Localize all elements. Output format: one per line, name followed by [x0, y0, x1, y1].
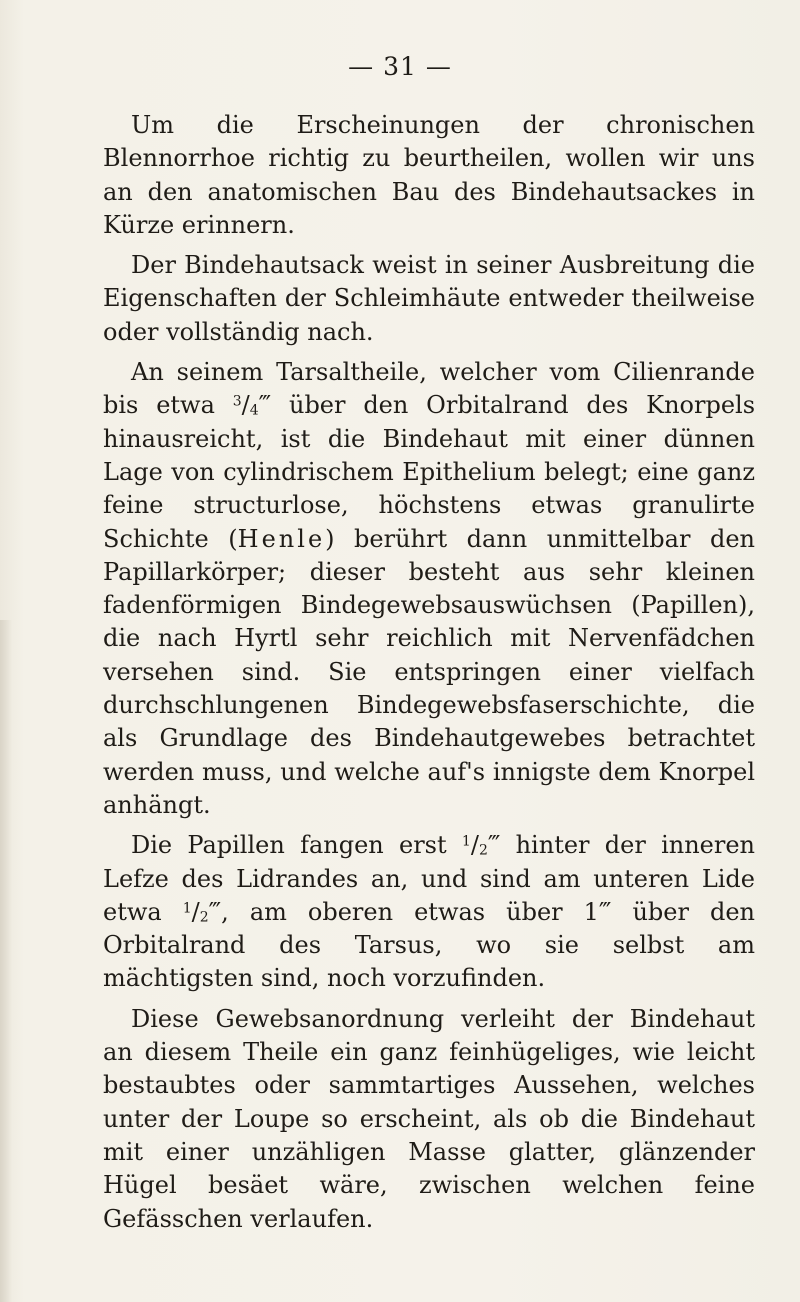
- paragraph-4-text-a: Die Papillen fangen erst: [131, 831, 462, 860]
- paragraph-2: [103, 249, 755, 349]
- paragraph-3: [103, 356, 755, 822]
- paragraph-5: [103, 1003, 755, 1236]
- paragraph-1: [103, 109, 755, 242]
- author-name-henle: Henle: [237, 524, 326, 553]
- fraction-denominator: 2: [199, 909, 209, 926]
- fraction-numerator: 3: [232, 393, 242, 410]
- fraction-slash: /: [241, 391, 250, 420]
- paragraph-3-text-a: An seinem Tarsaltheile, welcher vom Cilienrande bis etwa: [103, 358, 755, 420]
- fraction-slash: /: [191, 897, 200, 926]
- fraction-denominator: 2: [478, 842, 488, 859]
- page-number: — 31 —: [348, 52, 452, 81]
- paragraph-3-text-c: ) berührt dann unmittelbar den Papillarkörper; dieser besteht aus sehr kleinen fadenförmigen Bindegewebsauswüchsen (Papillen), die nach Hyrtl sehr reichlich mit Nervenfädchen versehen sind. Sie entspringen einer vielfach durchschlungenen Bindegewebsfaserschichte, die als Grundlage des Bindehautgewebes betrachtet werden muss, und welche auf's innigste dem Knorpel anhängt.: [103, 524, 755, 819]
- fraction-slash: /: [470, 831, 479, 860]
- paragraph-4: [103, 829, 755, 995]
- paragraph-4-text-b: ‴ hinter der inneren Lefze des Lidrandes an, und sind am unteren Lide etwa: [103, 831, 756, 926]
- page-binding-shadow: [0, 620, 12, 1302]
- paragraph-5-text: Diese Gewebsanordnung verleiht der Bindehaut an diesem Theile ein ganz feinhügeliges, wie leicht bestaubtes oder sammtartiges Aussehen, welches unter der Loupe so erscheint, als ob die Bindehaut mit einer unzähligen Masse glatter, glänzender Hügel besäet wäre, zwischen welchen feine Gefässchen verlaufen.: [103, 1004, 755, 1233]
- fraction-denominator: 4: [249, 402, 259, 419]
- paragraph-2-text: Der Bindehautsack weist in seiner Ausbreitung die Eigenschaften der Schleimhäute entweder theilweise oder vollständig nach.: [103, 251, 755, 346]
- paragraph-1-text: Um die Erscheinungen der chronischen Blennorrhoe richtig zu beurtheilen, wollen wir uns an den anatomischen Bau des Bindehautsackes in Kürze erinnern.: [103, 111, 755, 239]
- fraction-numerator: 1: [461, 833, 471, 850]
- paragraph-3-text-b: ‴ über den Orbitalrand des Knorpels hinausreicht, ist die Bindehaut mit einer dünnen Lage von cylindrischem Epithelium belegt; eine ganz feine structurlose, höchstens etwas granulirte Schichte (: [103, 391, 756, 553]
- fraction-numerator: 1: [182, 900, 192, 917]
- body-text: [103, 109, 755, 1243]
- paragraph-4-text-c: ‴, am oberen etwas über 1‴ über den Orbitalrand des Tarsus, wo sie selbst am mächtigsten sind, noch vorzufinden.: [103, 897, 755, 993]
